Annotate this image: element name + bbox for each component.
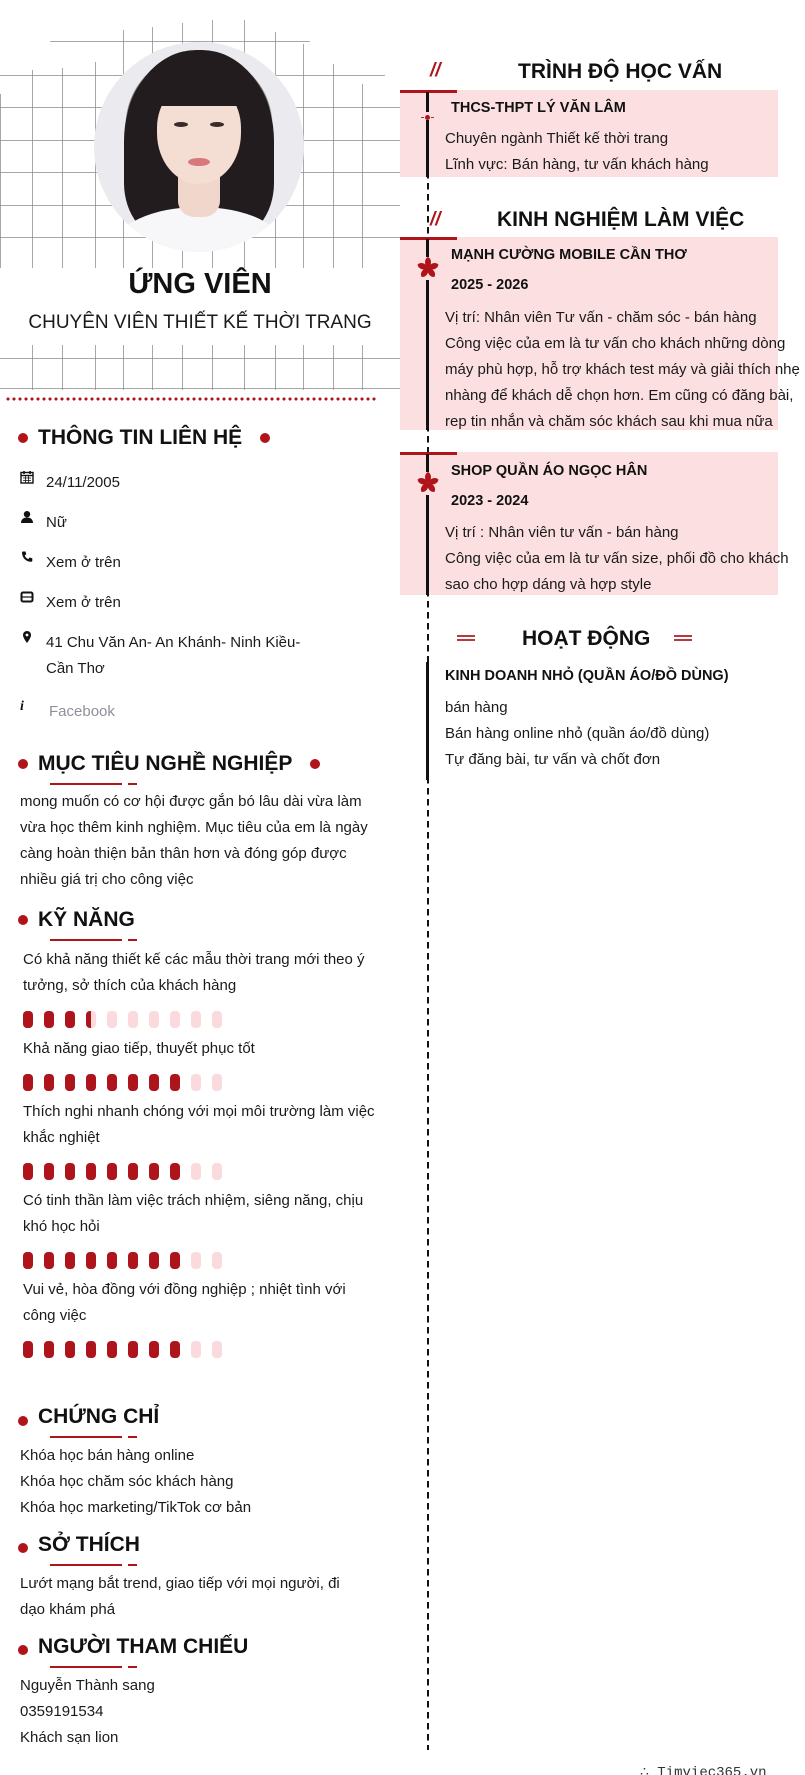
rating-bar bbox=[23, 1163, 33, 1180]
work-period: 2025 - 2026 bbox=[451, 277, 529, 293]
certificate-item: Khóa học chăm sóc khách hàng bbox=[20, 1473, 234, 1490]
rating-bar bbox=[65, 1341, 75, 1358]
slash-icon: // bbox=[430, 60, 441, 81]
rating-bar bbox=[149, 1074, 159, 1091]
work-line: Công việc của em là tư vấn size, phối đồ cho khách bbox=[445, 550, 789, 567]
rating-bar bbox=[149, 1011, 159, 1028]
certificates-list bbox=[20, 1443, 251, 1521]
rating-bar bbox=[149, 1341, 159, 1358]
title-underline bbox=[50, 1666, 122, 1668]
objective-text: mong muốn có cơ hội được gắn bó lâu dài vừa làm vừa học thêm kinh nghiệm. Mục tiêu của em là ngày càng hoàn thiện bản thân hơn và đóng góp được nhiều giá trị cho công việc bbox=[20, 793, 368, 888]
rating-bar bbox=[191, 1252, 201, 1269]
skill-label: Có khả năng thiết kế các mẫu thời trang mới theo ý tưởng, sở thích của khách hàng bbox=[23, 951, 365, 994]
skill-item bbox=[15, 1188, 375, 1269]
hobbies-text: Lướt mạng bắt trend, giao tiếp với mọi người, đi dạo khám phá bbox=[20, 1575, 340, 1618]
rating-bar bbox=[128, 1341, 138, 1358]
work-line: Vị trí : Nhân viên tư vấn - bán hàng bbox=[445, 524, 679, 541]
contact-birthdate bbox=[20, 470, 316, 496]
title-underline bbox=[50, 1436, 122, 1438]
work-line: sao cho hợp dáng và hợp style bbox=[445, 576, 652, 593]
section-title: CHỨNG CHỈ bbox=[38, 1405, 160, 1428]
references-list bbox=[20, 1673, 155, 1751]
certificate-item: Khóa học marketing/TikTok cơ bản bbox=[20, 1499, 252, 1516]
double-line-icon bbox=[674, 635, 692, 641]
timeline-segment bbox=[426, 92, 429, 112]
dotted-divider bbox=[5, 397, 377, 401]
bullet-icon bbox=[260, 433, 270, 443]
rating-bar bbox=[191, 1074, 201, 1091]
rating-bar bbox=[212, 1252, 222, 1269]
skill-item bbox=[15, 1099, 375, 1180]
rating-bar bbox=[65, 1074, 75, 1091]
activity-line: Bán hàng online nhỏ (quần áo/đồ dùng) bbox=[445, 725, 710, 742]
education-school: THCS-THPT LÝ VĂN LÂM bbox=[451, 100, 626, 116]
rating-bar bbox=[86, 1074, 96, 1091]
rating-bar bbox=[86, 1011, 96, 1028]
title-underline bbox=[50, 939, 122, 941]
section-title: THÔNG TIN LIÊN HỆ bbox=[38, 426, 243, 449]
timeline-segment bbox=[426, 120, 429, 177]
company-name: SHOP QUẦN ÁO NGỌC HÂN bbox=[451, 463, 648, 479]
timeline-segment bbox=[426, 280, 429, 430]
section-title: NGƯỜI THAM CHIẾU bbox=[38, 1635, 249, 1658]
timeline-segment bbox=[426, 454, 429, 472]
candidate-name: ỨNG VIÊN bbox=[128, 268, 272, 300]
work-line: rep tin nhắn và chăm sóc khách sau khi mua nữa bbox=[445, 413, 773, 430]
education-details bbox=[445, 126, 709, 178]
slash-icon: // bbox=[430, 209, 441, 230]
skill-item bbox=[15, 1036, 375, 1091]
title-underline bbox=[128, 1564, 137, 1566]
title-underline bbox=[128, 783, 137, 785]
timeline-segment bbox=[426, 495, 429, 595]
section-title-education: TRÌNH ĐỘ HỌC VẤN bbox=[518, 60, 723, 83]
timeline-segment bbox=[426, 239, 429, 257]
info-icon: i bbox=[20, 699, 24, 714]
rating-bar bbox=[128, 1011, 138, 1028]
avatar-eye-right bbox=[210, 122, 224, 127]
avatar-bangs bbox=[152, 72, 246, 106]
section-title: SỞ THÍCH bbox=[38, 1533, 140, 1556]
facebook-link[interactable]: Facebook bbox=[49, 703, 115, 720]
flower-icon bbox=[416, 471, 440, 495]
contact-facebook[interactable] bbox=[20, 699, 319, 725]
phone-icon bbox=[20, 550, 46, 576]
rating-bar bbox=[44, 1252, 54, 1269]
skill-label: Thích nghi nhanh chóng với mọi môi trường làm việc khắc nghiệt bbox=[23, 1103, 375, 1146]
section-title-activities: HOẠT ĐỘNG bbox=[522, 627, 651, 650]
title-underline bbox=[128, 1666, 137, 1668]
gender-value: Nữ bbox=[46, 514, 67, 531]
section-contact bbox=[18, 426, 270, 450]
rating-bar bbox=[23, 1252, 33, 1269]
bullet-icon bbox=[18, 433, 28, 443]
rating-bar bbox=[149, 1252, 159, 1269]
bullet-icon bbox=[18, 915, 28, 925]
certificate-item: Khóa học bán hàng online bbox=[20, 1447, 195, 1464]
rating-bar bbox=[128, 1163, 138, 1180]
calendar-icon bbox=[20, 470, 46, 496]
activity-details bbox=[445, 695, 709, 773]
section-hobbies bbox=[18, 1533, 140, 1557]
rating-bar bbox=[65, 1163, 75, 1180]
bullet-icon bbox=[18, 1416, 28, 1426]
education-line: Lĩnh vực: Bán hàng, tư vấn khách hàng bbox=[445, 156, 709, 173]
rating-bar bbox=[107, 1252, 117, 1269]
rating-bar bbox=[212, 1341, 222, 1358]
rating-bar bbox=[107, 1163, 117, 1180]
timeline-segment bbox=[426, 662, 429, 780]
reference-phone: 0359191534 bbox=[20, 1703, 104, 1720]
rating-bar bbox=[107, 1074, 117, 1091]
rating-bar bbox=[128, 1074, 138, 1091]
work-line: nhàng để khách dễ chọn hơn. Em cũng có đăng bài, bbox=[445, 387, 794, 404]
bullet-icon bbox=[310, 759, 320, 769]
watermark: ∴ Timviec365.vn bbox=[640, 1765, 767, 1775]
section-skills bbox=[18, 908, 135, 932]
user-icon bbox=[20, 510, 46, 536]
job-title: CHUYÊN VIÊN THIẾT KẾ THỜI TRANG bbox=[28, 312, 372, 333]
contact-address bbox=[20, 630, 316, 682]
address-value: 41 Chu Văn An- An Khánh- Ninh Kiều- Cần Thơ bbox=[46, 634, 301, 677]
avatar-eye-left bbox=[174, 122, 188, 127]
rating-bar bbox=[212, 1074, 222, 1091]
skill-item bbox=[15, 1277, 375, 1358]
section-title: MỤC TIÊU NGHỀ NGHIỆP bbox=[38, 752, 293, 775]
activity-name: KINH DOANH NHỎ (QUẦN ÁO/ĐỒ DÙNG) bbox=[445, 668, 729, 684]
rating-bar bbox=[212, 1163, 222, 1180]
section-objective bbox=[18, 752, 320, 776]
section-title: KỸ NĂNG bbox=[38, 908, 135, 931]
skill-rating bbox=[23, 1252, 375, 1269]
rating-bar bbox=[170, 1011, 180, 1028]
work-period: 2023 - 2024 bbox=[451, 493, 529, 509]
work-description bbox=[445, 520, 789, 598]
skill-label: Có tinh thần làm việc trách nhiệm, siêng năng, chịu khó học hỏi bbox=[23, 1192, 364, 1235]
rating-bar bbox=[44, 1011, 54, 1028]
avatar-lips bbox=[188, 158, 210, 166]
rating-bar bbox=[23, 1011, 33, 1028]
title-underline bbox=[50, 783, 122, 785]
contact-email bbox=[20, 590, 316, 616]
title-underline bbox=[128, 939, 137, 941]
location-icon bbox=[20, 630, 46, 682]
rating-bar bbox=[86, 1163, 96, 1180]
work-line: máy phù hợp, hỗ trợ khách test máy và giải thích nhẹ bbox=[445, 361, 800, 378]
bullet-icon bbox=[18, 1543, 28, 1553]
skill-label: Khả năng giao tiếp, thuyết phục tốt bbox=[23, 1040, 255, 1057]
rating-bar bbox=[23, 1341, 33, 1358]
rating-bar bbox=[170, 1252, 180, 1269]
rating-bar bbox=[65, 1011, 75, 1028]
skill-rating bbox=[23, 1011, 375, 1028]
title-underline bbox=[50, 1564, 122, 1566]
bullet-icon bbox=[18, 759, 28, 769]
activity-line: Tự đăng bài, tư vấn và chốt đơn bbox=[445, 751, 661, 768]
rating-bar bbox=[212, 1011, 222, 1028]
phone-value: Xem ở trên bbox=[46, 554, 121, 571]
company-name: MẠNH CƯỜNG MOBILE CẦN THƠ bbox=[451, 247, 687, 263]
skills-list bbox=[15, 947, 375, 1366]
flower-icon bbox=[416, 256, 440, 280]
rating-bar bbox=[191, 1163, 201, 1180]
education-line: Chuyên ngành Thiết kế thời trang bbox=[445, 130, 669, 147]
avatar bbox=[94, 42, 304, 252]
contact-phone bbox=[20, 550, 316, 576]
work-line: Vị trí: Nhân viên Tư vấn - chăm sóc - bán hàng bbox=[445, 309, 757, 326]
bullet-icon bbox=[18, 1645, 28, 1655]
rating-bar bbox=[44, 1074, 54, 1091]
section-references bbox=[18, 1635, 248, 1659]
contact-gender bbox=[20, 510, 316, 536]
rating-bar bbox=[86, 1252, 96, 1269]
work-line: Công việc của em là tư vấn cho khách những dòng bbox=[445, 335, 786, 352]
rating-bar bbox=[86, 1341, 96, 1358]
section-title-experience: KINH NGHIỆM LÀM VIỆC bbox=[497, 208, 745, 231]
rating-bar bbox=[170, 1074, 180, 1091]
rating-bar bbox=[44, 1163, 54, 1180]
rating-bar bbox=[191, 1341, 201, 1358]
rating-bar bbox=[191, 1011, 201, 1028]
skill-rating bbox=[23, 1074, 375, 1091]
rating-bar bbox=[44, 1341, 54, 1358]
skill-label: Vui vẻ, hòa đồng với đồng nghiệp ; nhiệt tình với công việc bbox=[23, 1281, 346, 1324]
skill-rating bbox=[23, 1163, 375, 1180]
reference-company: Khách sạn lion bbox=[20, 1729, 119, 1746]
email-value: Xem ở trên bbox=[46, 594, 121, 611]
section-certificates bbox=[18, 1405, 159, 1429]
title-underline bbox=[128, 1436, 137, 1438]
skill-item bbox=[15, 947, 375, 1028]
rating-bar bbox=[149, 1163, 159, 1180]
rating-bar bbox=[170, 1163, 180, 1180]
email-icon bbox=[20, 590, 46, 616]
rating-bar bbox=[65, 1252, 75, 1269]
rating-bar bbox=[107, 1341, 117, 1358]
skill-rating bbox=[23, 1341, 375, 1358]
rating-bar bbox=[23, 1074, 33, 1091]
work-description bbox=[445, 305, 800, 435]
rating-bar bbox=[107, 1011, 117, 1028]
birthdate-value: 24/11/2005 bbox=[46, 474, 120, 491]
rating-bar bbox=[128, 1252, 138, 1269]
rating-bar bbox=[170, 1341, 180, 1358]
activity-line: bán hàng bbox=[445, 699, 508, 716]
reference-name: Nguyễn Thành sang bbox=[20, 1677, 155, 1694]
